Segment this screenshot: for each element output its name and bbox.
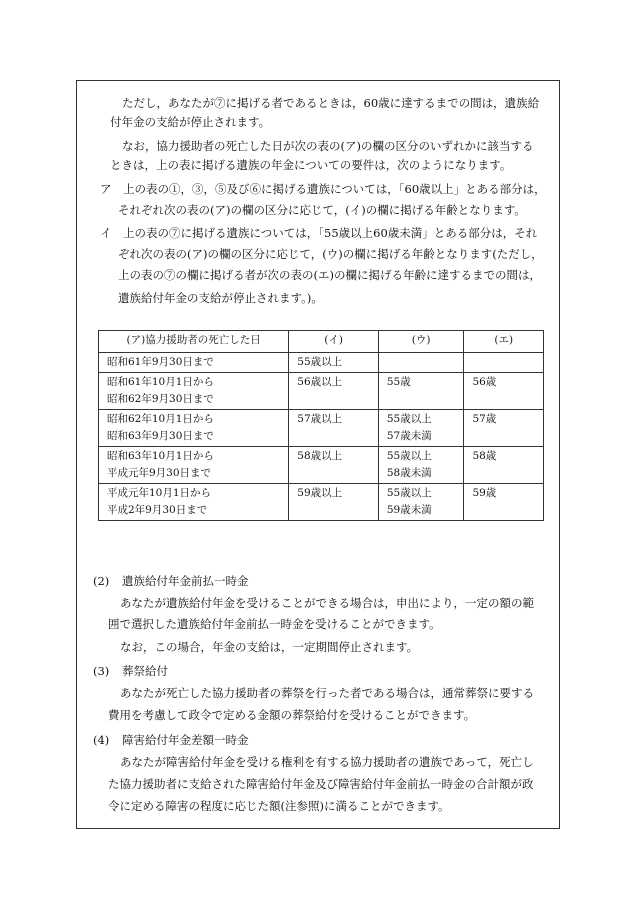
cell-u [378,410,464,447]
cell-date [99,484,289,521]
paragraph-line: 遺族給付年金の支給が停止されます。)。 [118,291,323,305]
u-line: 55歳 [386,376,411,388]
paragraph-line: ア 上の表の①，③，⑤及び⑥に掲げる遺族については，「60歳以上」とある部分は， [100,182,546,196]
date-line: 昭和62年10月1日から [107,413,214,425]
table-row [99,447,544,484]
table-header-row [99,331,544,353]
cell-u [378,373,464,410]
section-number: (3) [93,664,110,678]
cell-date [99,373,289,410]
date-line: 昭和63年10月1日から [107,450,214,462]
cell-date [99,410,289,447]
paragraph-line: ぞれ次の表の(ア)の欄の区分に応じて，(ウ)の欄に掲げる年齢となります(ただし， [118,247,543,261]
date-line: 昭和63年9月30日まで [107,430,214,442]
paragraph-line: 付年金の支給が停止されます。 [110,115,271,129]
section-line: あなたが障害給付年金を受ける権利を有する協力援助者の遺族であって，死亡し [120,755,534,769]
date-line: 平成2年9月30日まで [107,504,208,516]
paragraph-line: イ 上の表の⑦に掲げる遺族については，「55歳以上60歳未満」とある部分は，それ [100,226,538,240]
date-line: 平成元年9月30日まで [107,467,212,479]
section-number: (2) [93,574,110,588]
table-row [99,373,544,410]
u-line: 55歳以上 [386,487,432,499]
cell-e: 56歳 [464,373,544,410]
paragraph-line: それぞれ次の表の(ア)の欄の区分に応じて，(イ)の欄に掲げる年齢となります。 [118,203,526,217]
header-e: (エ) [464,331,544,353]
u-line: 59歳未満 [386,504,432,516]
section-line: 令に定める障害の程度に応じた額(注参照)に満ることができます。 [108,799,450,813]
cell-e: 57歳 [464,410,544,447]
section-line: 囲で選択した遺族給付年金前払一時金を受けることができます。 [108,617,441,631]
date-line: 平成元年10月1日から [107,487,212,499]
section-line: あなたが遺族給付年金を受けることができる場合は，申出により，一定の額の範 [120,596,534,610]
cell-e: 59歳 [464,484,544,521]
cell-date [99,353,289,373]
table-row [99,353,544,373]
age-table [98,330,544,521]
u-line: 55歳以上 [386,413,432,425]
cell-i: 56歳以上 [289,373,379,410]
paragraph-line: 上の表の⑦の欄に掲げる者が次の表の(エ)の欄に掲げる年齢に達するまでの間は， [118,268,541,282]
cell-u [378,353,464,373]
cell-e: 58歳 [464,447,544,484]
cell-e [464,353,544,373]
section-title: 障害給付年金差額一時金 [122,733,249,747]
header-u: (ウ) [378,331,464,353]
cell-date [99,447,289,484]
cell-i: 58歳以上 [289,447,379,484]
u-line: 58歳未満 [386,467,432,479]
table-row [99,484,544,521]
header-i: (イ) [289,331,379,353]
cell-u [378,447,464,484]
paragraph-line: ただし，あなたが⑦に掲げる者であるときは，60歳に達するまでの間は，遺族給 [122,96,540,110]
section-line: なお，この場合，年金の支給は，一定期間停止されます。 [120,640,419,654]
paragraph-line: なお，協力援助者の死亡した日が次の表の(ア)の欄の区分のいずれかに該当する [122,139,534,153]
date-line: 昭和62年9月30日まで [107,393,214,405]
paragraph-line: ときは，上の表に掲げる遺族の年金についての要件は，次のようになります。 [110,158,512,172]
date-line: 昭和61年9月30日まで [107,356,214,368]
date-line: 昭和61年10月1日から [107,376,214,388]
section-title: 葬祭給付 [122,664,168,678]
u-line: 57歳未満 [386,430,432,442]
section-number: (4) [93,733,110,747]
cell-i: 57歳以上 [289,410,379,447]
section-line: 費用を考慮して政令で定める金額の葬祭給付を受けることができます。 [108,708,476,722]
u-line: 55歳以上 [386,450,432,462]
cell-i: 55歳以上 [289,353,379,373]
table-row [99,410,544,447]
cell-i: 59歳以上 [289,484,379,521]
cell-u [378,484,464,521]
section-line: た協力援助者に支給された障害給付年金及び障害給付年金前払一時金の合計額が政 [108,777,534,791]
section-title: 遺族給付年金前払一時金 [122,574,249,588]
header-a: (ア)協力援助者の死亡した日 [99,331,289,353]
section-line: あなたが死亡した協力援助者の葬祭を行った者である場合は，通常葬祭に要する [120,686,534,700]
